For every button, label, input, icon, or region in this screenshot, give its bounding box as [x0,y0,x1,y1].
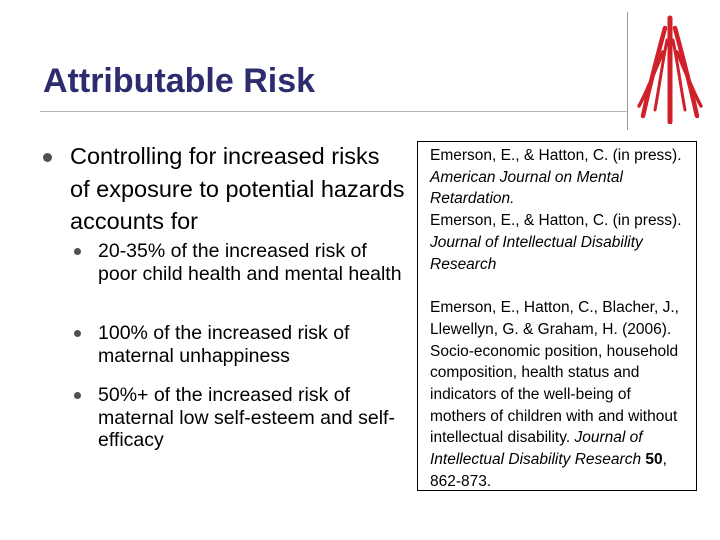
reference-spacer [430,275,688,297]
references-box [417,141,697,491]
reference-3 [430,297,688,492]
logo-divider [627,12,628,130]
reference-2-journal: Journal of Intellectual Disability Research [430,233,643,273]
sub-bullet-1: 20-35% of the increased risk of poor child health and mental health [98,240,402,285]
sub-bullet-2: 100% of the increased risk of maternal unhappiness [98,322,350,367]
sub-bullet-dot [74,392,81,399]
reference-3-volume: 50 [645,451,663,469]
reference-3-pages: , 862-873. [430,451,667,490]
slide-title: Attributable Risk [43,62,316,100]
title-divider [40,111,628,112]
bullet-dot [43,153,52,162]
reference-1 [430,145,688,210]
reference-2 [430,210,688,275]
red-tree-logo-icon [637,10,703,124]
reference-2-authors: Emerson, E., & Hatton, C. (in press). [430,212,682,230]
reference-1-authors: Emerson, E., & Hatton, C. (in press). [430,147,682,164]
reference-3-journal: Journal of Intellectual Disability Research [430,429,643,469]
main-bullet-text: Controlling for increased risks of exposure to potential hazards accounts for [70,143,405,234]
sub-bullet-dot [74,248,81,255]
reference-1-journal: American Journal on Mental Retardation. [430,168,623,208]
sub-bullet-dot [74,330,81,337]
sub-bullet-3: 50%+ of the increased risk of maternal low self-esteem and self-efficacy [98,384,395,451]
reference-3-authors: Emerson, E., Hatton, C., Blacher, J., Llewellyn, G. & Graham, H. (2006). Socio-economic position, household composition, health status and indicators of the well-being of mothers of children with and without intellectual disability. [430,299,679,447]
